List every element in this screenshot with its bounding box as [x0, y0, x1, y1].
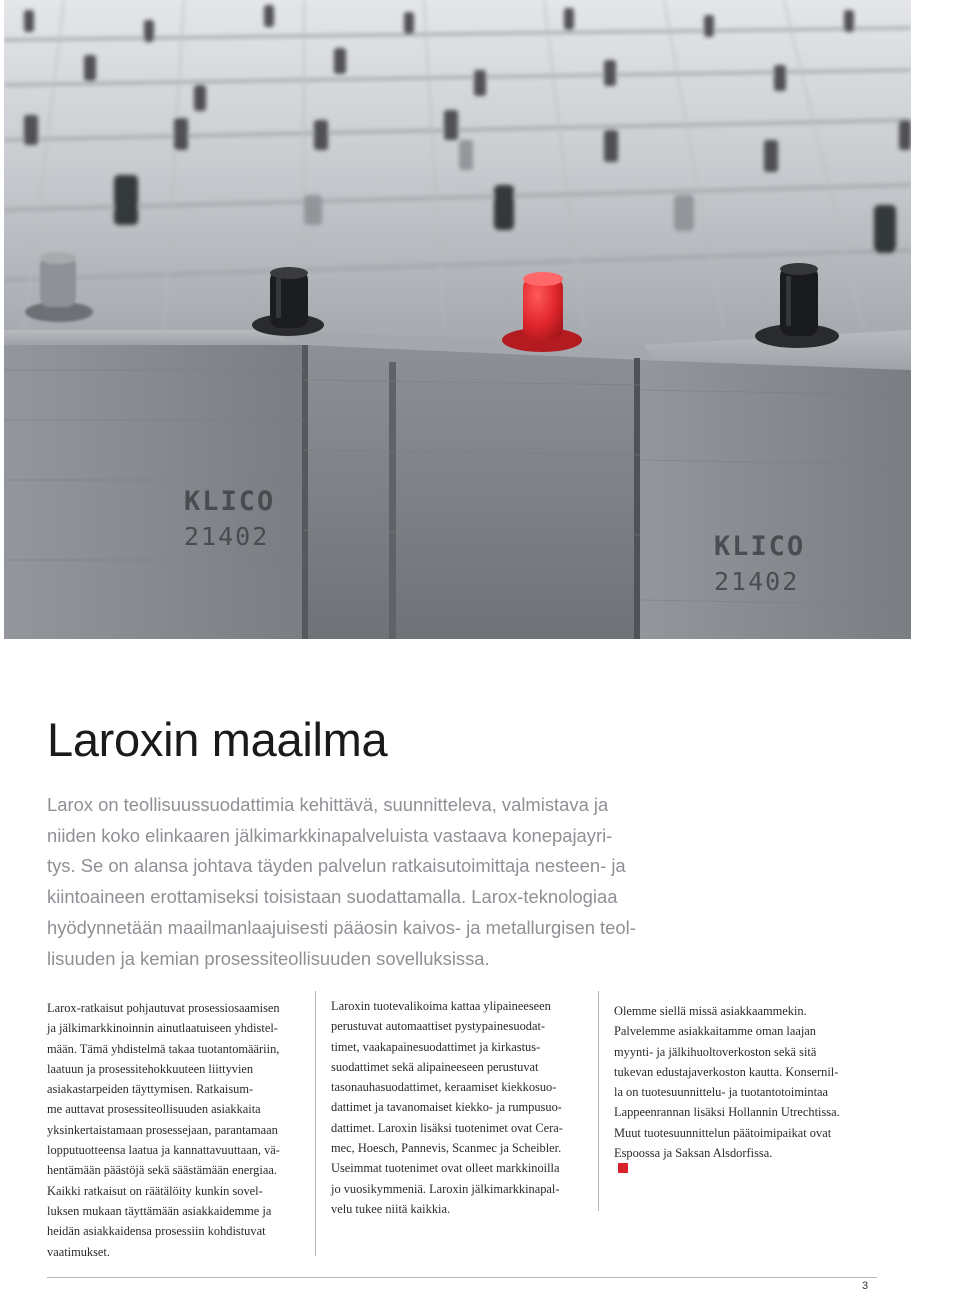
page-title: Laroxin maailma [47, 713, 388, 766]
column-line: hentämään päästöjä sekä säästämään energiaa. [47, 1163, 277, 1178]
column-line: timet, vaakapainesuodattimet ja kirkastus- [331, 1039, 541, 1054]
text-column-3 [614, 1001, 876, 1173]
column-line-last [614, 1143, 876, 1173]
column-line: mään. Tämä yhdistelmä takaa tuotantomääriin, [47, 1041, 280, 1056]
lead-line: kiintoaineen erottamiseksi toisistaan suodattamalla. Larox-teknologiaa [47, 886, 618, 908]
column-line: asiakastarpeiden täyttymisen. Ratkaisum- [47, 1082, 254, 1097]
column-line: Muut tuotesuunnittelun päätoimipaikat ovat [614, 1125, 832, 1140]
column-line: heidän asiakkaidensa prosessiin kohdistuvat [47, 1224, 266, 1239]
marking-right-line2: 21402 [714, 567, 800, 596]
marking-left-line2: 21402 [184, 522, 270, 551]
marking-left-line1: KLICO [184, 486, 276, 517]
column-line: mec, Hoesch, Pannevis, Scanmec ja Scheibler. [331, 1141, 562, 1156]
footer-rule [47, 1277, 877, 1278]
column-line: la on tuotesuunnittelu- ja tuotantotoimintaa [614, 1085, 829, 1100]
column-line: ja jälkimarkkinoinnin ainutlaatuiseen yhdistel- [47, 1021, 278, 1036]
lead-line: hyödynnetään maailmanlaajuisesti pääosin kaivos- ja metallurgisen teol- [47, 916, 636, 938]
column-line: Laroxin tuotevalikoima kattaa ylipaineeseen [331, 999, 551, 1013]
column-line: jo vuosikymmeniä. Laroxin jälkimarkkinapal- [331, 1181, 560, 1196]
page-number: 3 [862, 1280, 869, 1292]
column-line: dattimet ja tavanomaiset kiekko- ja rumpusuo- [331, 1100, 562, 1115]
column-line: lopputuotteensa laatua ja kannattavuuttaan, vä- [47, 1143, 280, 1158]
column-line: velu tukee niitä kaikkia. [331, 1201, 451, 1216]
lead-paragraph [47, 790, 707, 974]
filter-plates-illustration [4, 0, 911, 639]
column-line: perustuvat automaattiset pystypainesuodat- [331, 1019, 546, 1034]
column-line: vaatimukset. [47, 1244, 110, 1259]
marking-right-line1: KLICO [714, 531, 806, 562]
column-line: luksen mukaan täyttämään asiakkaidemme ja [47, 1203, 272, 1218]
column-divider [598, 991, 599, 1211]
column-line: myynti- ja jälkihuoltoverkoston sekä sitä [614, 1044, 817, 1059]
column-divider [315, 991, 316, 1256]
column-line: Larox-ratkaisut pohjautuvat prosessiosaamisen [47, 1001, 280, 1015]
column-line: Espoossa ja Saksan Alsdorfissa. [614, 1146, 773, 1161]
column-line: tukevan edustajaverkoston kautta. Konsernil- [614, 1064, 839, 1079]
column-line: Lappeenrannan lisäksi Hollannin Utrechtissa. [614, 1105, 840, 1120]
column-line: dattimet. Laroxin lisäksi tuotenimet ovat Cera- [331, 1120, 563, 1135]
column-line: yksinkertaistamaan prosessejaan, parantamaan [47, 1122, 278, 1137]
lead-line: tys. Se on alansa johtava täyden palvelun ratkaisutoimittaja nesteen- ja [47, 855, 626, 877]
column-line: me auttavat prosessiteollisuuden asiakkaita [47, 1102, 261, 1117]
lead-line: niiden koko elinkaaren jälkimarkkinapalveluista vastaava konepajayri- [47, 824, 613, 846]
lead-line: Larox on teollisuussuodattimia kehittävä, suunnitteleva, valmistava ja [47, 794, 609, 815]
column-line: Olemme siellä missä asiakkaammekin. [614, 1004, 807, 1018]
column-line: Useimmat tuotenimet ovat olleet markkinoilla [331, 1161, 560, 1176]
end-mark-icon [618, 1163, 628, 1173]
column-line: Palvelemme asiakkaitamme oman laajan [614, 1024, 816, 1039]
column-line: tasonauhasuodattimet, keraamiset kiekkosuo- [331, 1080, 557, 1095]
lead-line: lisuuden ja kemian prosessiteollisuuden sovelluksissa. [47, 947, 490, 969]
text-column-2 [331, 996, 593, 1219]
text-column-1 [47, 998, 309, 1262]
column-line: laatuun ja prosessitehokkuuteen liittyvien [47, 1061, 254, 1076]
column-line: Kaikki ratkaisut on räätälöity kunkin sovel- [47, 1183, 263, 1198]
column-line: suodattimet sekä alipaineeseen perustuvat [331, 1059, 539, 1074]
hero-photo [4, 0, 911, 639]
